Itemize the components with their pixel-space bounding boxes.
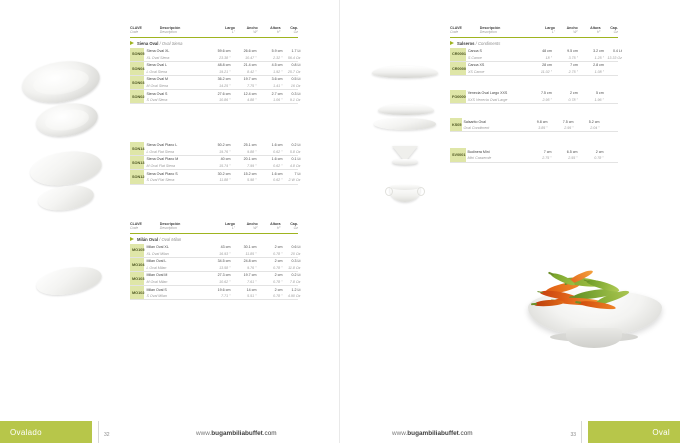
- product-image-milan-oval: [34, 262, 104, 299]
- product-code: FO0000: [450, 90, 466, 103]
- header-capacity: Cap. Oz: [610, 26, 618, 35]
- product-code: MO102: [130, 286, 144, 299]
- table-header: [130, 222, 298, 234]
- product-code: SON13: [130, 156, 144, 169]
- table-row: SON04 Siena Oval L 48.8 cm 21.4 cm 4.5 cm 0.8 Lt L Oval Siena 19.21 " 8.42 " 1.92 " 25.7 Oz: [130, 62, 298, 76]
- header-length: Largo L": [225, 26, 235, 35]
- header-width: Ancho W": [246, 222, 258, 231]
- right-footer: [340, 417, 680, 443]
- header-capacity: Cap. Oz: [290, 222, 298, 231]
- product-image-mini-casserole: [390, 186, 420, 202]
- table-row: MO105 Milan Oval XL 43 cm 30.1 cm 2 cm 0.6 Lt XL Oval Milan 16.93 " 11.85 " 0.78 " 20 Oz: [130, 244, 298, 258]
- triangle-icon: [130, 41, 134, 45]
- header-capacity: Cap. Oz: [290, 26, 298, 35]
- product-code: KS05: [450, 118, 462, 131]
- family-title-milan: Milán Oval / Oval Milan: [130, 237, 298, 242]
- table-row: SON14 Siena Oval Plano L 50.2 cm 25.1 cm 1.6 cm 0.2 Lt L Oval Flat Siena 19.76 " 9.88 " 0.62 " 5.8 Oz: [130, 142, 298, 156]
- website-left: www.bugambiliabuffet.com: [196, 430, 277, 437]
- table-row: MO103 Milan Oval M 27.3 cm 19.7 cm 2 cm 0.2 Lt M Oval Milan 10.62 " 7.61 " 0.78 " 7.8 Oz: [130, 272, 298, 286]
- footer-divider: [581, 421, 582, 443]
- triangle-icon: [130, 237, 134, 241]
- product-code: MO103: [130, 272, 144, 285]
- left-footer: [0, 417, 340, 443]
- photo-bowl-foot: [566, 328, 622, 348]
- table-row: FO0000 Venecia Oval Largo XXS 7.5 cm 2 cm 5 cm XXS Venecia Oval Large 2.95 " 0.78 " 1.96 ": [450, 90, 618, 104]
- header-description: Descripción Description: [479, 26, 501, 35]
- table-row: SON02 Siena Oval S 27.6 cm 12.4 cm 2.7 cm 0.3 Lt S Oval Siena 10.86 " 4.88 " 1.06 " 9.1 Oz: [130, 90, 298, 104]
- hero-photo-chili-bowl: [510, 228, 680, 406]
- table-header: [130, 26, 298, 38]
- header-height: Altura H": [590, 26, 601, 35]
- table-condiments: [450, 26, 622, 163]
- header-length: Largo L": [225, 222, 235, 231]
- product-code: MO105: [130, 244, 144, 257]
- table-row: KS05 Salsarito Oval 9.8 cm 7.5 cm 5.2 cm Oval Condiment 3.85 " 2.95 " 2.04 ": [450, 118, 618, 132]
- triangle-icon: [450, 41, 454, 45]
- product-image-canoe-xs: [378, 104, 434, 115]
- table-row: SON03 Siena Oval M 36.2 cm 19.7 cm 3.6 cm 0.5 Lt M Oval Siena 14.25 " 7.75 " 1.41 " 16 Oz: [130, 76, 298, 90]
- product-image-oval-condiment: [392, 146, 418, 162]
- product-code: SV0001: [450, 148, 466, 161]
- table-milan-oval: [130, 222, 301, 300]
- product-code: SON04: [130, 62, 144, 75]
- header-width: Ancho W": [246, 26, 258, 35]
- table-row: SON05 Siena Oval XL 59.6 cm 26.6 cm 5.9 cm 1.7 Lt XL Oval Siena 23.38 " 10.47 " 2.32 " 56.4 Oz: [130, 48, 298, 62]
- table-row: MO102 Milan Oval S 19.6 cm 14 cm 2 cm 1.2 Lt S Oval Milan 7.71 " 5.51 " 0.78 " 4.90 Oz: [130, 286, 298, 300]
- page-number-right: 33: [570, 432, 576, 438]
- right-page: [340, 0, 680, 443]
- product-image-siena-oval-flat-s: [37, 182, 96, 214]
- table-row: CR0001 Canoa S 48 cm 9.5 cm 3.2 cm 0.4 Lt S Canoe 18 " 3.75 " 1.25 " 13.33 Oz: [450, 48, 618, 62]
- product-code: MO104: [130, 258, 144, 271]
- header-length: Largo L": [545, 26, 555, 35]
- product-image-siena-oval-xl: [19, 56, 102, 108]
- product-image-siena-oval-flat: [28, 147, 104, 190]
- header-code: CLAVE Code: [130, 222, 142, 231]
- header-height: Altura H": [270, 222, 281, 231]
- product-code: CR0001: [450, 48, 466, 61]
- table-row: CR0000 Canoa XS 28 cm 7 cm 2.8 cm XS Canoe 11.02 " 2.75 " 1.08 ": [450, 62, 618, 76]
- product-code: SON12: [130, 170, 144, 183]
- table-row: SON13 Siena Oval Plano M 40 cm 20.1 cm 1.6 cm 0.1 Lt M Oval Flat Siena 15.74 " 7.99 " 0.62 " 4.8 Oz: [130, 156, 298, 170]
- header-code: CLAVE Code: [130, 26, 142, 35]
- table-siena-oval: [130, 26, 301, 104]
- family-title-siena: Siena Oval / Oval Siena: [130, 41, 298, 46]
- product-code: CR0000: [450, 62, 466, 75]
- header-code: CLAVE Code: [450, 26, 462, 35]
- table-row: MO104 Milan Oval L 34.5 cm 24.8 cm 2 cm 0.3 Lt L Oval Milan 13.58 " 9.76 " 0.78 " 11.8 Oz: [130, 258, 298, 272]
- product-image-siena-oval-l: [34, 99, 100, 140]
- product-code: SON03: [130, 76, 144, 89]
- product-code: SON02: [130, 90, 144, 103]
- header-description: Descripción Description: [159, 26, 181, 35]
- product-code: SON14: [130, 142, 144, 155]
- table-row: SV0001 Budinera Mini 7 cm 6.5 cm 2 cm Mini Casserole 2.75 " 2.55 " 0.78 ": [450, 148, 618, 162]
- family-title-condiments: Salseros / Condiments: [450, 41, 618, 46]
- website-right: www.bugambiliabuffet.com: [392, 430, 473, 437]
- footer-tab-right: Oval: [588, 421, 680, 443]
- product-image-venecia-oval-large: [374, 118, 436, 130]
- table-row: SON12 Siena Oval Plano S 30.2 cm 15.2 cm 1.6 cm 7 Lt S Oval Flat Siena 11.88 " 5.98 " 0.62 " 2.W Oz: [130, 170, 298, 184]
- header-height: Altura H": [270, 26, 281, 35]
- table-header: [450, 26, 618, 38]
- product-image-canoe-s: [372, 66, 438, 78]
- header-description: Descripción Description: [159, 222, 181, 231]
- footer-tab-left: Ovalado: [0, 421, 92, 443]
- page-number-left: 32: [104, 432, 110, 438]
- product-code: SON05: [130, 48, 144, 61]
- header-width: Ancho W": [566, 26, 578, 35]
- table-siena-oval-flat: [130, 142, 301, 185]
- footer-divider: [98, 421, 99, 443]
